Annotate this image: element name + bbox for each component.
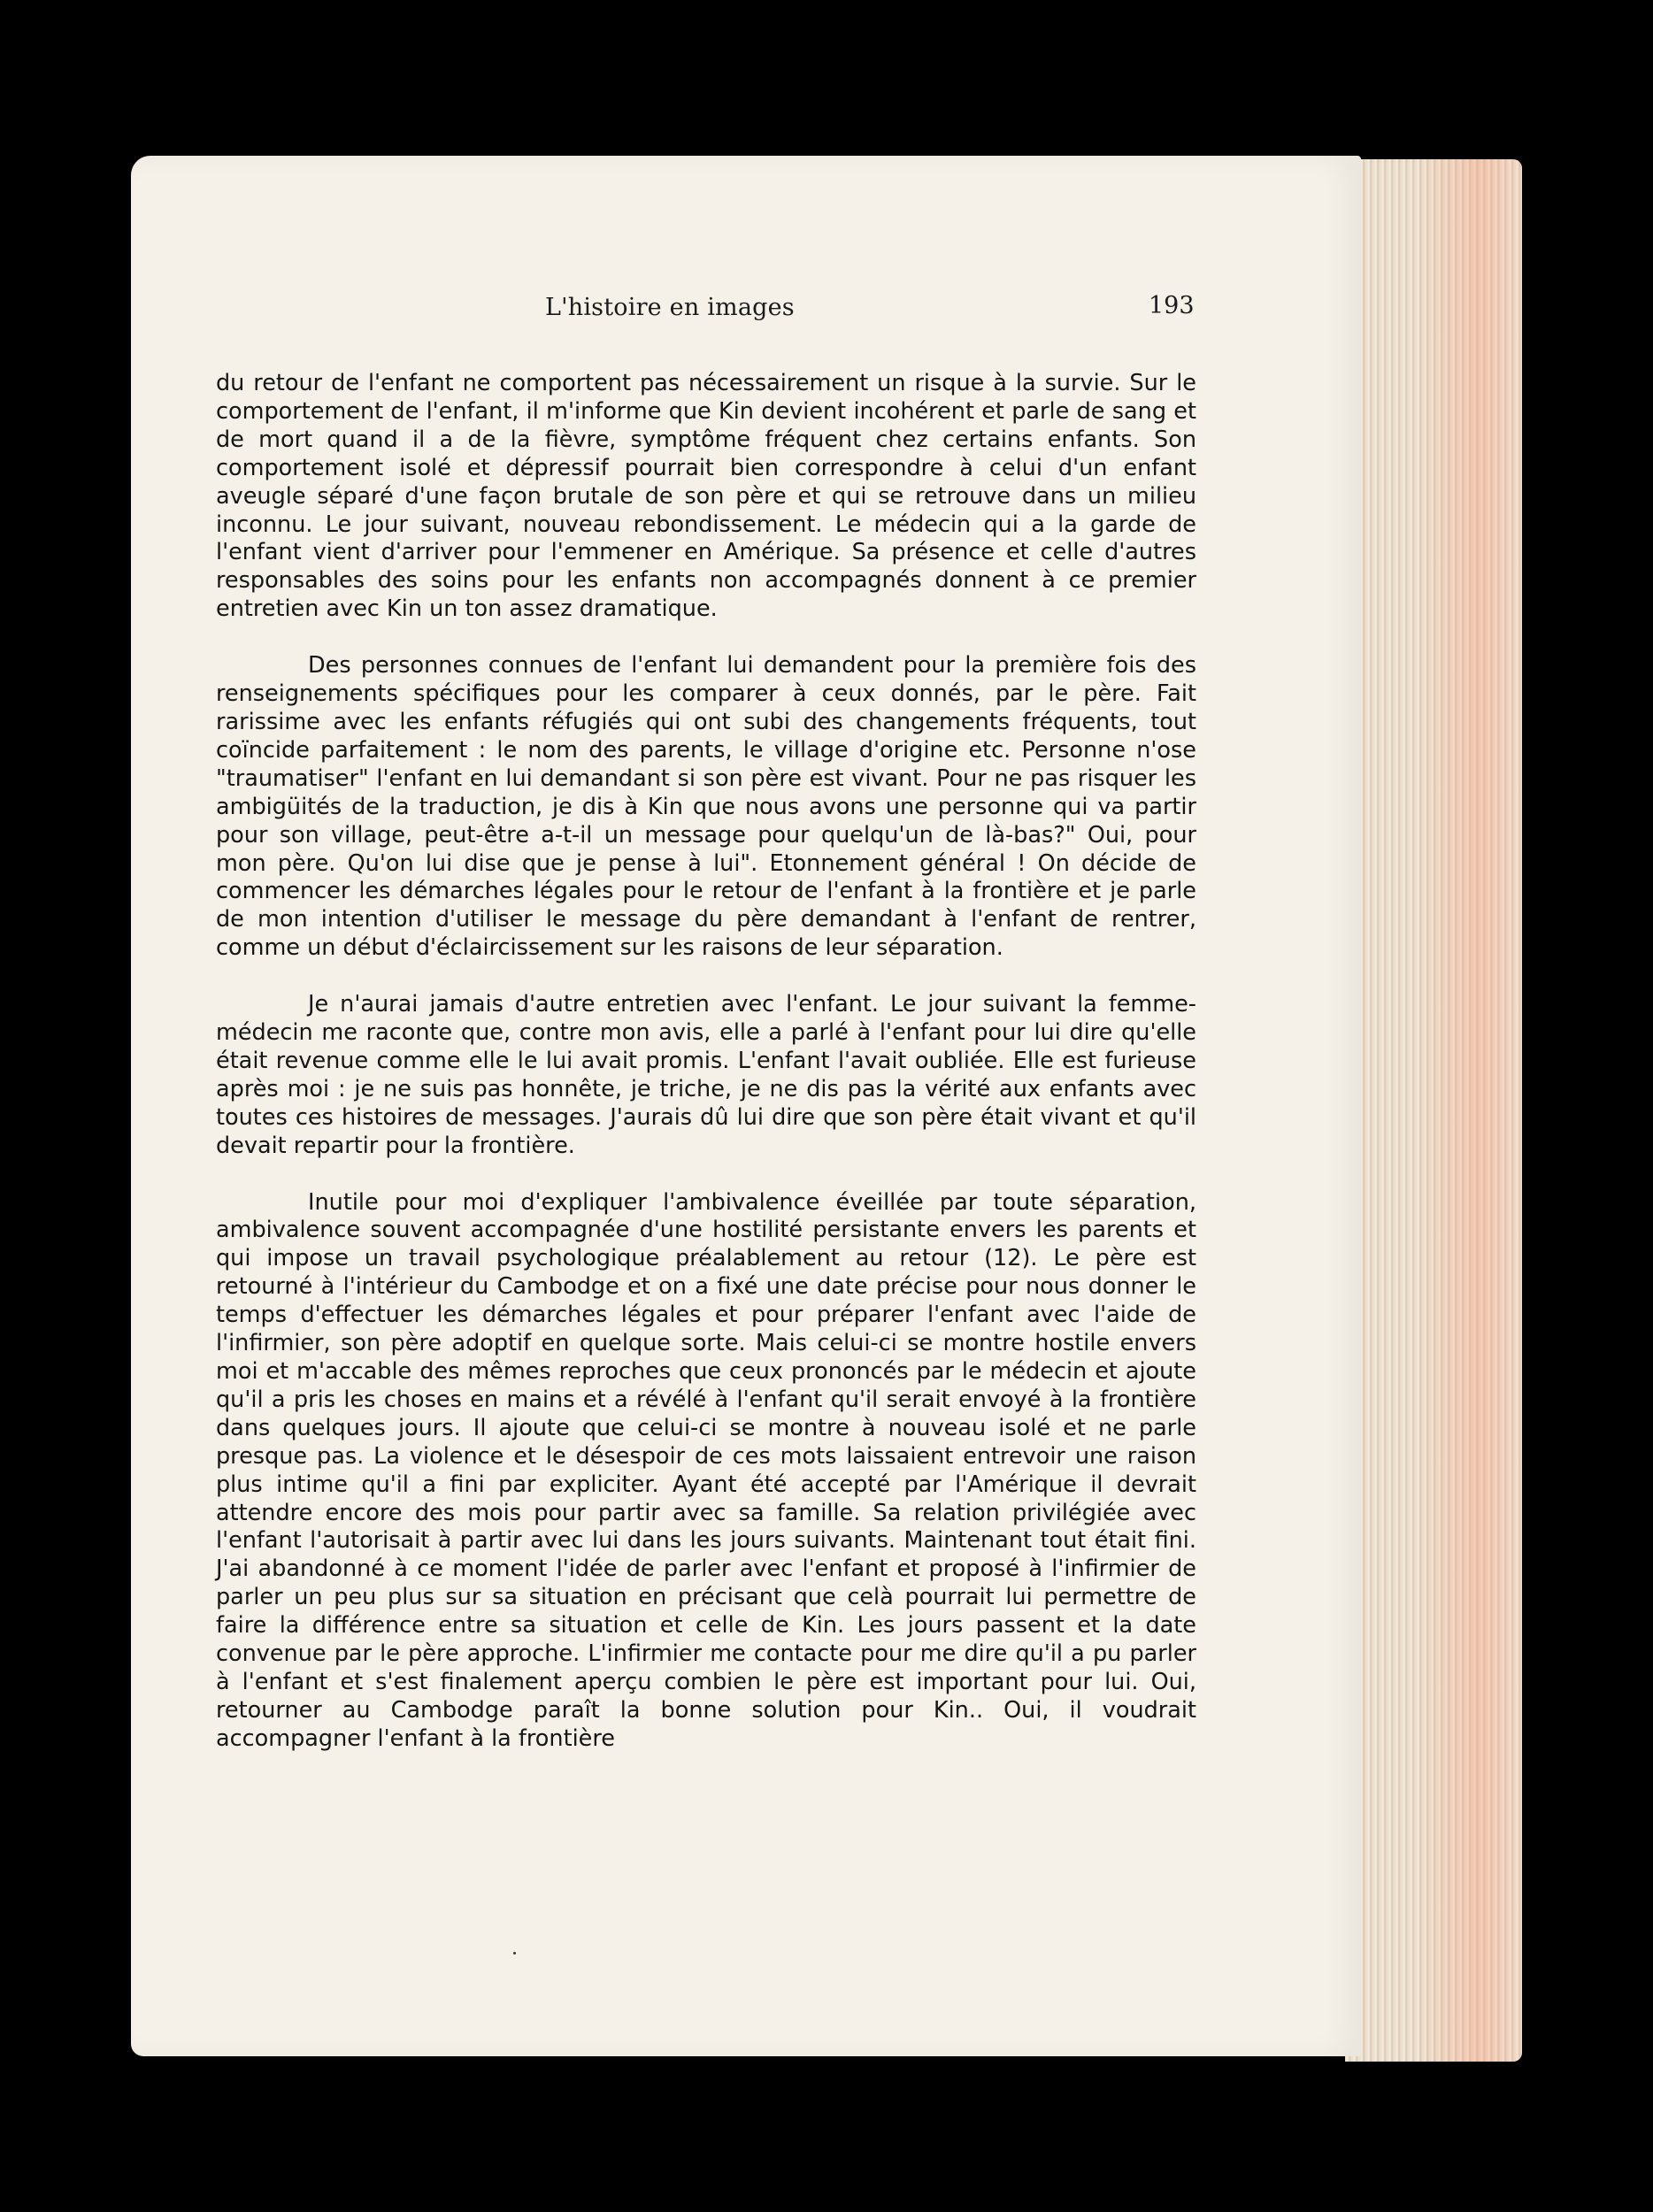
paragraph-3: Je n'aurai jamais d'autre entretien avec l'enfant. Le jour suivant la femme-médecin me raconte que, contre mon avis, elle a parlé à l'enfant pour lui dire qu'elle était revenue comme elle le lui avait promis. L'enfant l'avait oubliée. Elle est furieuse après moi : je ne suis pas honnête, je triche, je ne dis pas la vérité aux enfants avec toutes ces histoires de messages. J'aurais dû lui dire que son père était vivant et qu'il devait repartir pour la frontière.: [216, 991, 1196, 1159]
paragraph-2: Des personnes connues de l'enfant lui demandent pour la première fois des renseignements spécifiques pour les comparer à ceux donnés, par le père. Fait rarissime avec les enfants réfugiés qui ont subi des changements fréquents, tout coïncide parfaitement : le nom des parents, le village d'origine etc. Personne n'ose "traumatiser" l'enfant en lui demandant si son père est vivant. Pour ne pas risquer les ambigüités de la traduction, je dis à Kin que nous avons une personne qui va partir pour son village, peut-être a-t-il un message pour quelqu'un de là-bas?" Oui, pour mon père. Qu'on lui dise que je pense à lui". Etonnement général ! On décide de commencer les démarches légales pour le retour de l'enfant à la frontière et je parle de mon intention d'utiliser le message du père demandant à l'enfant de rentrer, comme un début d'éclaircissement sur les raisons de leur séparation.: [216, 652, 1196, 962]
ink-speck: [513, 1952, 516, 1955]
paragraph-1: du retour de l'enfant ne comportent pas nécessairement un risque à la survie. Sur le comportement de l'enfant, il m'informe que Kin devient incohérent et parle de sang et de mort quand il a de la fièvre, symptôme fréquent chez certains enfants. Son comportement isolé et dépressif pourrait bien correspondre à celui d'un enfant aveugle séparé d'une façon brutale de son père et qui se retrouve dans un milieu inconnu. Le jour suivant, nouveau rebondissement. Le médecin qui a la garde de l'enfant vient d'arriver pour l'emmener en Amérique. Sa présence et celle d'autres responsables des soins pour les enfants non accompagnés donnent à ce premier entretien avec Kin un ton assez dramatique.: [216, 370, 1196, 623]
page-number: 193: [1149, 292, 1195, 319]
body-text: [216, 370, 1196, 1754]
paragraph-4: Inutile pour moi d'expliquer l'ambivalence éveillée par toute séparation, ambivalence souvent accompagnée d'une hostilité persistante envers les parents et qui impose un travail psychologique préalablement au retour (12). Le père est retourné à l'intérieur du Cambodge et on a fixé une date précise pour nous donner le temps d'effectuer les démarches légales et pour préparer l'enfant avec l'aide de l'infirmier, son père adoptif en quelque sorte. Mais celui-ci se montre hostile envers moi et m'accable des mêmes reproches que ceux prononcés par le médecin et ajoute qu'il a pris les choses en mains et a révélé à l'enfant qu'il serait envoyé à la frontière dans quelques jours. Il ajoute que celui-ci se montre à nouveau isolé et ne parle presque pas. La violence et le désespoir de ces mots laissaient entrevoir une raison plus intime qu'il a fini par expliciter. Ayant été accepté par l'Amérique il devrait attendre encore des mois pour partir avec sa famille. Sa relation privilégiée avec l'enfant l'autorisait à partir avec lui dans les jours suivants. Maintenant tout était fini. J'ai abandonné à ce moment l'idée de parler avec l'enfant et proposé à l'infirmier de parler un peu plus sur sa situation en précisant que celà pourrait lui permettre de faire la différence entre sa situation et celle de Kin. Les jours passent et la date convenue par le père approche. L'infirmier me contacte pour me dire qu'il a pu parler à l'enfant et s'est finalement aperçu combien le père est important pour lui. Oui, retourner au Cambodge paraît la bonne solution pour Kin.. Oui, il voudrait accompagner l'enfant à la frontière: [216, 1188, 1196, 1752]
book-page-edges: [1345, 159, 1522, 2062]
running-head: L'histoire en images: [545, 294, 795, 321]
